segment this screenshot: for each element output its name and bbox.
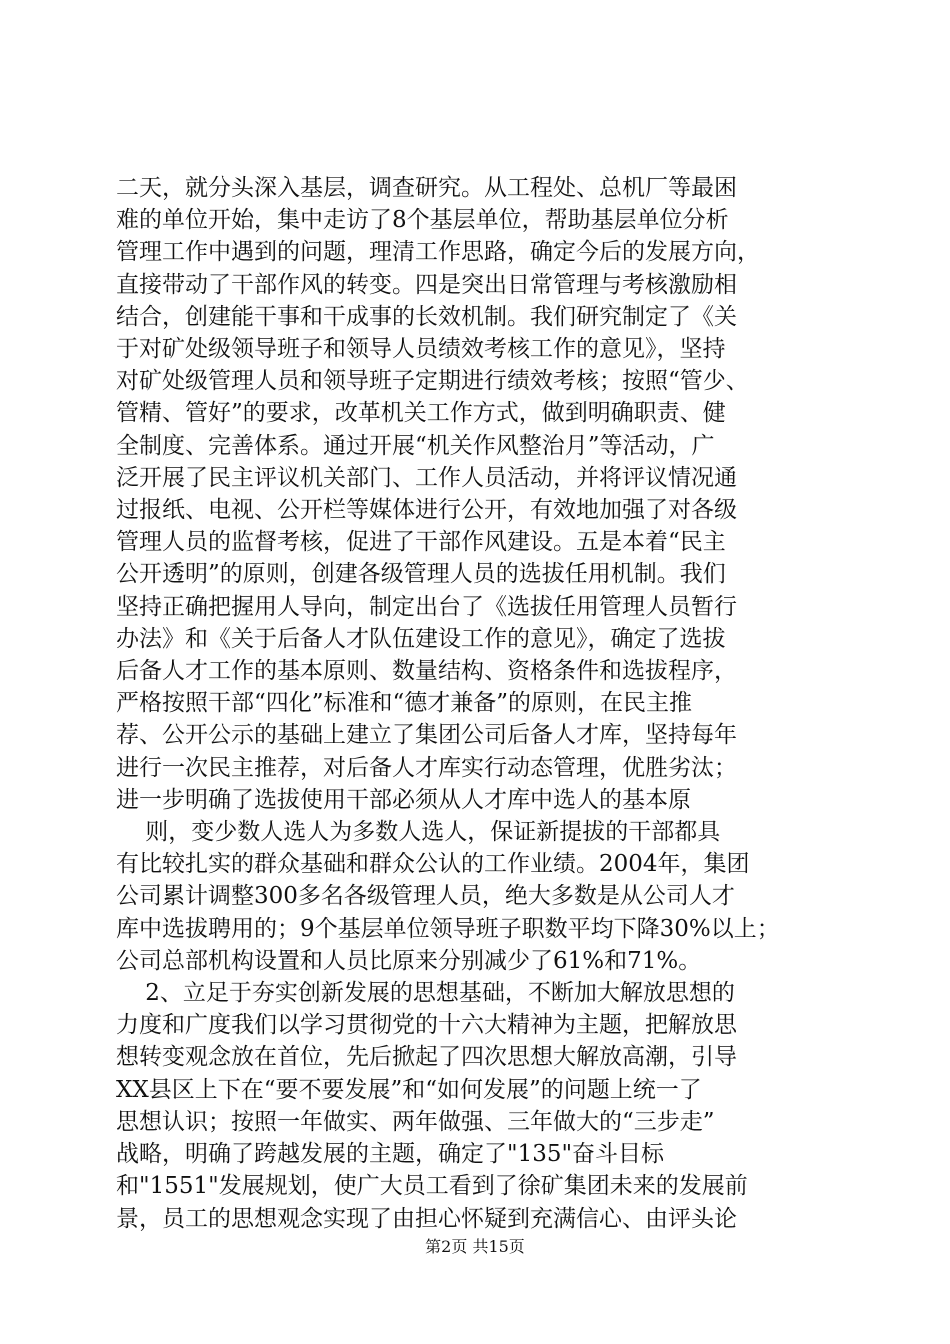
body-paragraph-3: 2、立足于夯实创新发展的思想基础，不断加大解放思想的 力度和广度我们以学习贯彻党的十六大精神为主题，把解放思 想转变观念放在首位，先后掀起了四次思想大解放高潮，引导 XX县区上下在“要不要发展”和“如何发展”的问题上统一了 思想认识；按照一年做实、两年做强、三年做大的“三步走” 战略，明确了跨越发展的主题，确定了"135"奋斗目标 和"1551"发展规划，使广大员工看到了徐矿集团未来的发展前 景，员工的思想观念实现了由担心怀疑到充满信心、由评头论 (116, 980, 748, 1232)
body-paragraph-2: 则，变少数人选人为多数人选人，保证新提拔的干部都具 有比较扎实的群众基础和群众公认的工作业绩。2004年，集团 公司累计调整300多名各级管理人员，绝大多数是从公司人才 库中选拔聘用的；9个基层单位领导班子职数平均下降30%以上； 公司总部机构设置和人员比原来分别减少了61%和71%。 (116, 819, 780, 974)
page-footer (0, 1234, 950, 1257)
body-paragraph-1: 二天，就分头深入基层，调查研究。从工程处、总机厂等最困 难的单位开始，集中走访了8个基层单位，帮助基层单位分析 管理工作中遇到的问题，理清工作思路，确定今后的发展方向， 直接带动了干部作风的转变。四是突出日常管理与考核激励相 结合，创建能干事和干成事的长效机制。我们研究制定了《关 于对矿处级领导班子和领导人员绩效考核工作的意见》，坚持 对矿处级管理人员和领导班子定期进行绩效考核；按照“管少、 管精、管好”的要求，改革机关工作方式，做到明确职责、健 全制度、完善体系。通过开展“机关作风整治月”等活动，广 泛开展了民主评议机关部门、工作人员活动，并将评议情况通 过报纸、电视、公开栏等媒体进行公开，有效地加强了对各级 管理人员的监督考核，促进了干部作风建设。五是本着“民主 公开透明”的原则，创建各级管理人员的选拔任用机制。我们 坚持正确把握用人导向，制定出台了《选拔任用管理人员暂行 办法》和《关于后备人才队伍建设工作的意见》，确定了选拔 后备人才工作的基本原则、数量结构、资格条件和选拔程序， 严格按照干部“四化”标准和“德才兼备”的原则，在民主推 荐、公开公示的基础上建立了集团公司后备人才库，坚持每年 进行一次民主推荐，对后备人才库实行动态管理，优胜劣汰； 进一步明确了选拔使用干部必须从人才库中选人的基本原 (116, 175, 760, 813)
document-body (116, 172, 834, 1235)
page-number-label: 第2页 共15页 (425, 1237, 525, 1256)
